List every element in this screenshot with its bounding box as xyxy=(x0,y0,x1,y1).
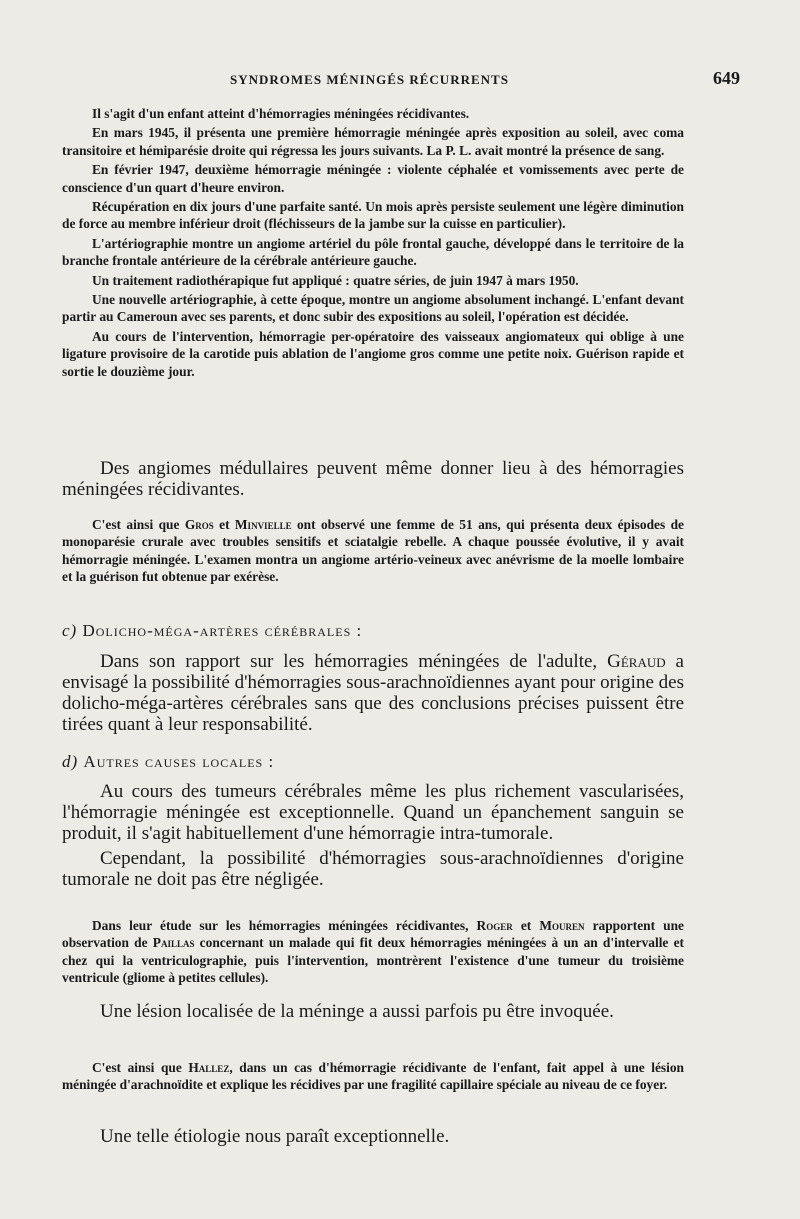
author-name: Paillas xyxy=(152,935,195,951)
body-paragraph: Une telle étiologie nous paraît exceptionnelle. xyxy=(100,1126,450,1147)
section-title: Dolicho-méga-artères cérébrales : xyxy=(82,621,363,640)
section-d-text xyxy=(62,781,684,890)
note-paragraph: C'est ainsi que Hallez, dans un cas d'hémorragie récidivante de l'enfant, fait appel à une lésion méningée d'arachnoïdite et explique les récidives par une fragilité capillaire spéciale au niveau de ce foyer. xyxy=(62,1060,684,1093)
case-paragraph: L'artériographie montre un angiome artériel du pôle frontal gauche, développé dans le territoire de la branche frontale antérieure de la cérébrale antérieure gauche. xyxy=(62,235,684,269)
angiomes-statement xyxy=(62,458,684,500)
author-name: Hallez xyxy=(188,1060,230,1075)
author-name: Géraud xyxy=(607,651,666,672)
case-paragraph: Au cours de l'intervention, hémorragie per-opératoire des vaisseaux angiomateux qui oblige à une ligature provisoire de la carotide puis ablation de l'angiome gros comme une petite noix. Guérison rapide et sortie le douzième jour. xyxy=(62,328,684,379)
hallez-note xyxy=(62,1059,684,1094)
case-paragraph: En mars 1945, il présenta une première hémorragie méningée après exposition au soleil, avec coma transitoire et hémiparésie droite qui régressa les jours suivants. La P. L. avait montré la présence de sang. xyxy=(62,125,684,158)
section-c-text xyxy=(62,651,684,735)
body-paragraph: Des angiomes médullaires peuvent même donner lieu à des hémorragies méningées récidivantes. xyxy=(62,458,684,500)
author-name: Minvielle xyxy=(234,517,292,532)
tumour-note xyxy=(62,917,684,987)
conclusion xyxy=(62,1126,684,1147)
page-number: 649 xyxy=(713,68,740,88)
author-name: Roger xyxy=(476,918,513,933)
author-name: Gros xyxy=(184,517,214,532)
note-paragraph: C'est ainsi que Gros et Minvielle ont observé une femme de 51 ans, qui présenta deux épisodes de monoparésie crurale avec troubles sensitifs et sciatalgie rebelle. A chaque poussée évolutive, il y avait hémorragie méningée. L'examen montra un angiome artério-veineux avec anévrisme de la moelle lombaire et la guérison fut obtenue par exérèse. xyxy=(62,517,684,585)
case-paragraph: Une nouvelle artériographie, à cette époque, montre un angiome absolument inchangé. L'enfant devant partir au Cameroun avec ses parents, et donc subir des expositions au soleil, l'opération est décidée. xyxy=(62,292,684,325)
page-header xyxy=(62,68,740,92)
section-c-heading xyxy=(62,621,684,641)
section-letter: c) xyxy=(62,621,78,640)
body-paragraph: Dans son rapport sur les hémorragies méningées de l'adulte, Géraud a envisagé la possibilité d'hémorragies sous-arachnoïdiennes ayant pour origine des dolicho-méga-artères cérébrales sans que des conclusions précises puissent être tirées quant à leur responsabilité. xyxy=(62,651,684,735)
case-paragraph: Il s'agit d'un enfant atteint d'hémorragies méningées récidivantes. xyxy=(92,106,470,121)
case-paragraph: En février 1947, deuxième hémorragie méningée : violente céphalée et vomissements avec perte de conscience d'un quart d'heure environ. xyxy=(62,162,684,195)
body-paragraph: Au cours des tumeurs cérébrales même les plus richement vascularisées, l'hémorragie méningée est exceptionnelle. Quand un épanchement sanguin se produit, il s'agit habituellement d'une hémorragie intra-tumorale. xyxy=(62,781,684,844)
angiomes-note xyxy=(62,516,684,586)
case-paragraph: Récupération en dix jours d'une parfaite santé. Un mois après persiste seulement une légère diminution de force au membre inférieur droit (fléchisseurs de la jambe sur la cuisse en particulier). xyxy=(62,199,684,232)
section-letter: d) xyxy=(62,752,79,771)
lesion-statement xyxy=(62,1001,684,1022)
section-d-heading xyxy=(62,752,684,772)
body-paragraph: Une lésion localisée de la méninge a aussi parfois pu être invoquée. xyxy=(100,1001,614,1022)
note-paragraph: Dans leur étude sur les hémorragies méningées récidivantes, Roger et Mouren rapportent une observation de Paillas concernant un malade qui fit deux hémorragies méningées à un an d'intervalle et chez qui la ventriculographie, puis l'intervention, montrèrent l'existence d'une tumeur du troisième ventricule (gliome à petites cellules). xyxy=(62,918,685,986)
section-title: Autres causes locales : xyxy=(83,752,275,771)
body-paragraph: Cependant, la possibilité d'hémorragies sous-arachnoïdiennes d'origine tumorale ne doit pas être négligée. xyxy=(62,848,684,890)
running-title: SYNDROMES MÉNINGÉS RÉCURRENTS xyxy=(230,72,509,87)
author-name: Mouren xyxy=(539,918,585,933)
case-paragraph: Un traitement radiothérapique fut appliqué : quatre séries, de juin 1947 à mars 1950. xyxy=(92,272,579,288)
case-report xyxy=(62,105,684,380)
